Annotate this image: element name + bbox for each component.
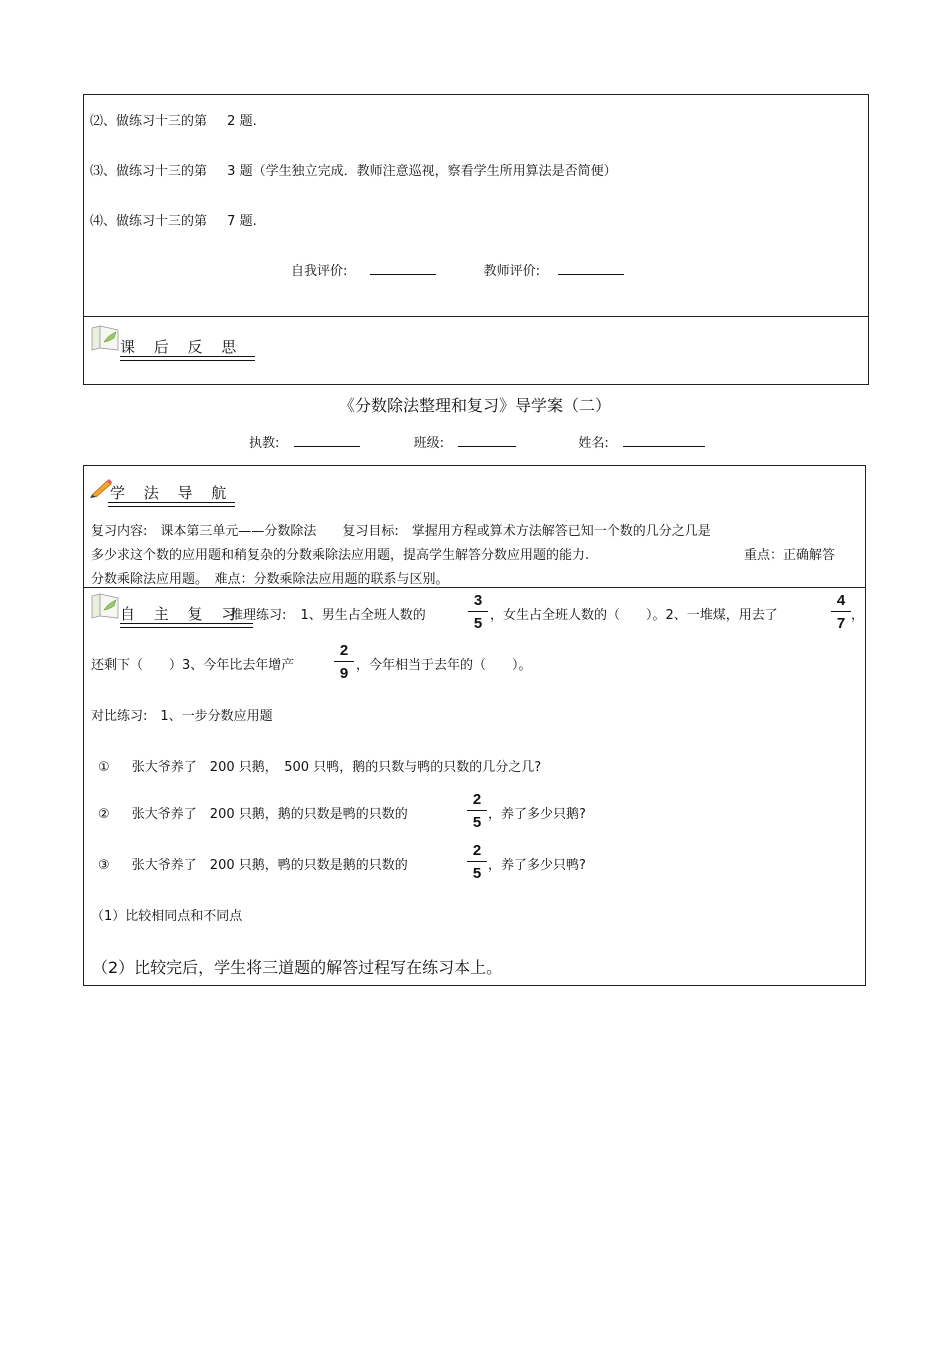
- self-review-title: [120, 603, 243, 624]
- name-label: 姓名:: [578, 436, 609, 451]
- problem-2: [98, 803, 408, 822]
- reasoning-label: 推理练习:: [230, 608, 287, 623]
- self-review-title-underline: [120, 623, 253, 628]
- notebook-icon: [90, 324, 122, 356]
- main-box-divider: [83, 587, 866, 588]
- study-guide-title-underline: [108, 502, 235, 507]
- problem-marker: ③: [98, 858, 110, 873]
- fraction-4-7: [831, 593, 851, 631]
- page-title: 《分数除法整理和复习》导学案（二）: [338, 396, 611, 415]
- problem-1: [98, 756, 541, 775]
- teacher-blank[interactable]: [294, 434, 360, 447]
- class-blank[interactable]: [458, 434, 516, 447]
- fraction-numerator: 3: [468, 593, 488, 612]
- fraction-denominator: 5: [472, 865, 482, 882]
- problem-2-tail: ，养了多少只鹅?: [488, 807, 586, 822]
- problem-3: [98, 854, 408, 873]
- reflection-title-text: 课 后 反 思: [120, 338, 244, 356]
- study-guide-key-point: 重点：正确解答: [744, 548, 836, 563]
- problem-text: 张大爷养了 200 只鹅， 500 只鸭，鹅的只数与鸭的只数的几分之几?: [131, 760, 542, 775]
- exercise-item-3: [90, 160, 617, 179]
- reflection-title-underline: [120, 356, 255, 361]
- fraction-numerator: 2: [334, 643, 354, 662]
- study-guide-line-2: 多少求这个数的应用题和稍复杂的分数乘除法应用题，提高学生解答分数应用题的能力.: [91, 548, 590, 563]
- study-guide-title-text: 学 法 导 航: [110, 484, 234, 502]
- exercise-item-number: 3: [227, 164, 236, 179]
- name-blank[interactable]: [623, 434, 705, 447]
- exercise-item-suffix: 题.: [239, 214, 257, 229]
- exercise-item-number: 2: [227, 114, 236, 129]
- teacher-eval-label: 教师评价:: [483, 264, 541, 279]
- fraction-numerator: 2: [467, 792, 487, 811]
- teacher-label: 执教:: [249, 436, 280, 451]
- reasoning-q1-a: 1、男生占全班人数的: [300, 608, 426, 623]
- fraction-3-5: [468, 593, 488, 631]
- step-2: （2）比较完后，学生将三道题的解答过程写在练习本上。: [92, 958, 503, 977]
- self-review-title-text: 自 主 复 习: [120, 605, 244, 623]
- self-eval-blank[interactable]: [370, 262, 436, 275]
- fraction-2-5: [467, 792, 487, 830]
- reasoning-q2-a: 还剩下（ ）3、今年比去年增产: [91, 658, 295, 673]
- exercise-item-suffix: 题（学生独立完成．教师注意巡视，察看学生所用算法是否简便）: [239, 164, 617, 179]
- evaluation-row: [291, 260, 624, 279]
- teacher-eval-blank[interactable]: [558, 262, 624, 275]
- problem-3-tail: ，养了多少只鸭?: [488, 858, 586, 873]
- problem-text: 张大爷养了 200 只鹅，鸭的只数是鹅的只数的: [131, 858, 408, 873]
- exercise-item-number: 7: [227, 214, 236, 229]
- step-1: （1）比较相同点和不同点: [91, 909, 243, 924]
- fraction-denominator: 5: [473, 615, 483, 632]
- study-guide-line-3: 分数乘除法应用题。 难点：分数乘除法应用题的联系与区别。: [91, 572, 449, 587]
- notebook-icon: [90, 592, 122, 624]
- problem-marker: ②: [98, 807, 110, 822]
- fraction-2-5: [467, 843, 487, 881]
- exercise-item-7: [90, 210, 257, 229]
- problem-text: 张大爷养了 200 只鹅，鹅的只数是鸭的只数的: [131, 807, 408, 822]
- reasoning-q1-c: ，: [851, 608, 865, 623]
- fraction-numerator: 4: [831, 593, 851, 612]
- reflection-title: [120, 336, 243, 357]
- class-label: 班级:: [413, 436, 445, 451]
- info-row: [249, 432, 705, 451]
- exercise-item-2: [90, 110, 257, 129]
- fraction-numerator: 2: [467, 843, 487, 862]
- fraction-denominator: 5: [472, 814, 482, 831]
- fraction-denominator: 7: [836, 615, 846, 632]
- reasoning-q2-b: ，今年相当于去年的（ ）。: [356, 658, 532, 673]
- exercise-item-prefix: ⑷、做练习十三的第: [90, 214, 208, 229]
- study-guide-title: [110, 482, 233, 503]
- fraction-denominator: 9: [339, 665, 349, 682]
- exercise-item-suffix: 题.: [239, 114, 257, 129]
- exercise-item-prefix: ⑵、做练习十三的第: [90, 114, 208, 129]
- compare-line: 对比练习: 1、一步分数应用题: [91, 709, 273, 724]
- top-box-divider: [83, 316, 869, 317]
- problem-marker: ①: [98, 760, 110, 775]
- reasoning-line-1a: [230, 604, 426, 623]
- fraction-2-9: [334, 643, 354, 681]
- study-guide-line-1: 复习内容: 课本第三单元——分数除法 复习目标: 掌握用方程或算术方法解答已知一个数的几分之几是: [91, 524, 711, 539]
- exercise-item-prefix: ⑶、做练习十三的第: [90, 164, 208, 179]
- self-eval-label: 自我评价:: [291, 264, 348, 279]
- reasoning-q1-b: ，女生占全班人数的（ ）。2、一堆煤，用去了: [490, 608, 778, 623]
